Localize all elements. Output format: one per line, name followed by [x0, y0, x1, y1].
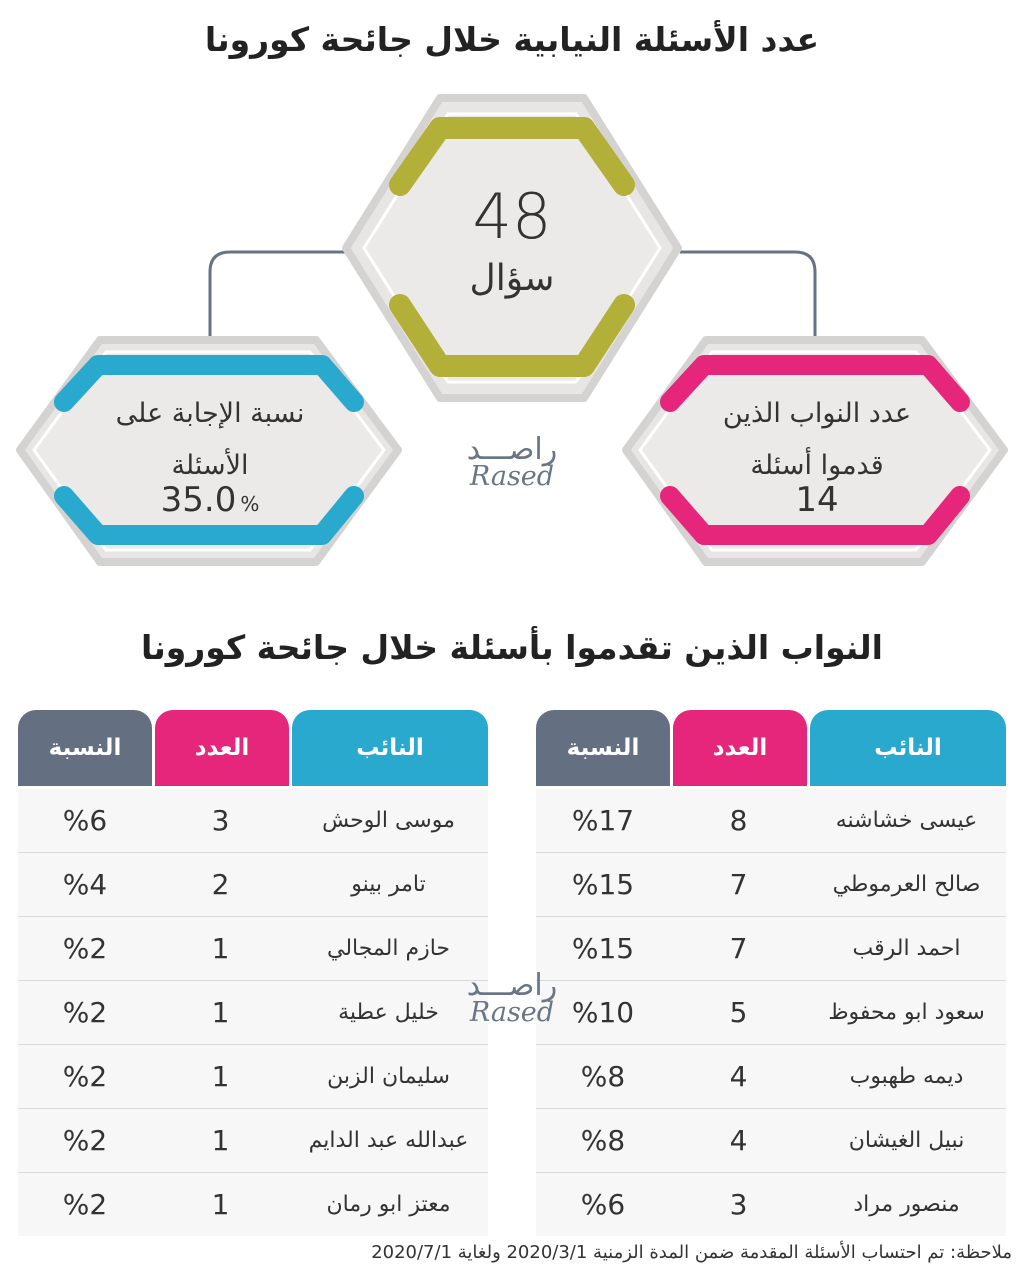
- deputy-name: نبيل الغيشان: [848, 1128, 965, 1153]
- answer-rate-percent-sign: %: [240, 492, 260, 516]
- deputy-name: منصور مراد: [853, 1192, 960, 1217]
- table-body: [18, 789, 488, 1236]
- question-count: 1: [211, 1124, 230, 1157]
- question-count: 5: [729, 996, 748, 1029]
- question-percent: %6: [580, 1188, 626, 1221]
- hexagon-graphic: [0, 0, 1024, 620]
- question-count: 3: [729, 1188, 748, 1221]
- question-count: 4: [729, 1060, 748, 1093]
- deputy-name: عبدالله عبد الدايم: [308, 1128, 469, 1153]
- answer-rate-label-line2: الأسئلة: [171, 450, 249, 481]
- deputy-name: سعود ابو محفوظ: [828, 1000, 985, 1025]
- table-row: [18, 981, 488, 1045]
- table-row: [18, 789, 488, 853]
- rased-logo: [442, 432, 582, 492]
- deputy-name: سليمان الزبن: [327, 1064, 450, 1089]
- table-body: [536, 789, 1006, 1236]
- question-count: 8: [729, 804, 748, 837]
- question-percent: %2: [62, 1124, 108, 1157]
- header-percent: النسبة: [18, 710, 152, 786]
- question-count: 1: [211, 932, 230, 965]
- deputy-name: صالح العرموطي: [832, 872, 981, 897]
- answer-rate-label: [60, 388, 360, 492]
- rased-logo-latin: Rased: [469, 461, 555, 492]
- rased-logo-arabic: راصـــد: [466, 432, 558, 467]
- table-row: [18, 1045, 488, 1109]
- question-percent: %6: [62, 804, 108, 837]
- question-count: 4: [729, 1124, 748, 1157]
- table-header: [536, 710, 1006, 786]
- rased-watermark-arabic: راصـــد: [466, 968, 558, 1003]
- question-count: 1: [211, 996, 230, 1029]
- deputies-count-label: [662, 388, 972, 492]
- total-questions-value: 48: [472, 180, 552, 253]
- deputies-table-left: [18, 710, 488, 1236]
- table-row: [536, 1109, 1006, 1173]
- table-row: [18, 917, 488, 981]
- rased-watermark: [442, 968, 582, 1028]
- header-name: النائب: [292, 710, 488, 786]
- question-count: 1: [211, 1060, 230, 1093]
- question-percent: %2: [62, 996, 108, 1029]
- question-percent: %8: [580, 1060, 626, 1093]
- main-title: عدد الأسئلة النيابية خلال جائحة كورونا: [204, 20, 820, 59]
- answer-rate-number: 35.0: [160, 480, 237, 520]
- rased-watermark-latin: Rased: [469, 997, 555, 1028]
- deputy-name: عيسى خشاشنه: [835, 808, 978, 833]
- question-count: 3: [211, 804, 230, 837]
- table-row: [18, 1109, 488, 1173]
- deputy-name: حازم المجالي: [326, 936, 451, 961]
- deputy-name: احمد الرقب: [852, 936, 961, 961]
- question-percent: %8: [580, 1124, 626, 1157]
- deputy-name: ديمه طهبوب: [849, 1064, 964, 1089]
- header-name: النائب: [810, 710, 1006, 786]
- deputy-name: خليل عطية: [338, 1000, 439, 1025]
- deputies-table-right: [536, 710, 1006, 1236]
- footnote: ملاحظة: تم احتساب الأسئلة المقدمة ضمن المدة الزمنية 2020/3/1 ولغاية 2020/7/1: [371, 1242, 1012, 1263]
- deputy-name: تامر بينو: [351, 872, 426, 897]
- table-row: [536, 853, 1006, 917]
- connector-left: [210, 252, 345, 340]
- question-count: 7: [729, 932, 748, 965]
- question-percent: %2: [62, 1188, 108, 1221]
- table-row: [536, 1173, 1006, 1236]
- tables-title: النواب الذين تقدموا بأسئلة خلال جائحة كورونا: [141, 628, 883, 667]
- table-row: [18, 853, 488, 917]
- deputy-name: موسى الوحش: [322, 808, 455, 833]
- deputies-count-label-line1: عدد النواب الذين: [722, 398, 912, 429]
- table-header: [18, 710, 488, 786]
- table-row: [536, 917, 1006, 981]
- table-row: [536, 789, 1006, 853]
- deputies-count-label-line2: قدموا أسئلة: [750, 450, 884, 481]
- header-count: العدد: [155, 710, 289, 786]
- table-row: [536, 981, 1006, 1045]
- question-percent: %2: [62, 932, 108, 965]
- question-percent: %2: [62, 1060, 108, 1093]
- question-percent: %17: [571, 804, 635, 837]
- answer-rate-value: [60, 480, 360, 520]
- deputies-count-value: 14: [795, 480, 839, 520]
- question-percent: %10: [571, 996, 635, 1029]
- deputy-name: معتز ابو رمان: [326, 1192, 451, 1217]
- question-count: 2: [211, 868, 230, 901]
- question-count: 7: [729, 868, 748, 901]
- question-percent: %15: [571, 868, 635, 901]
- question-count: 1: [211, 1188, 230, 1221]
- connector-right: [680, 252, 815, 340]
- header-percent: النسبة: [536, 710, 670, 786]
- table-row: [18, 1173, 488, 1236]
- question-percent: %4: [62, 868, 108, 901]
- total-questions-unit: سؤال: [469, 258, 555, 299]
- question-percent: %15: [571, 932, 635, 965]
- header-count: العدد: [673, 710, 807, 786]
- answer-rate-label-line1: نسبة الإجابة على: [115, 398, 305, 429]
- table-row: [536, 1045, 1006, 1109]
